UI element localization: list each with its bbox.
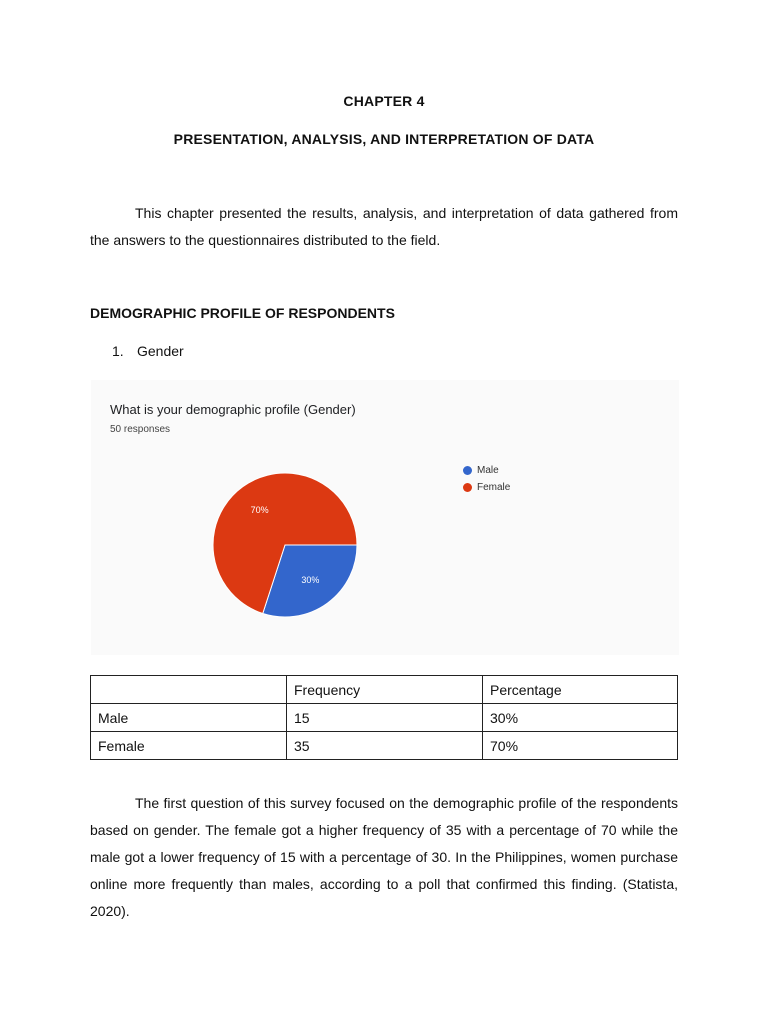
chart-title: What is your demographic profile (Gender) xyxy=(110,402,356,417)
legend-label: Male xyxy=(477,465,499,476)
section-heading: DEMOGRAPHIC PROFILE OF RESPONDENTS xyxy=(90,305,395,321)
chart-legend xyxy=(463,462,510,496)
pie-label-male: 30% xyxy=(301,574,320,585)
pie-label-female: 70% xyxy=(250,505,269,516)
table-header-cell xyxy=(91,676,287,704)
table-header-cell: Frequency xyxy=(287,676,483,704)
list-item-gender xyxy=(112,343,184,359)
table-cell: 30% xyxy=(483,704,678,732)
legend-label: Female xyxy=(477,482,511,493)
chapter-subtitle: PRESENTATION, ANALYSIS, AND INTERPRETATION OF DATA xyxy=(173,131,595,147)
intro-paragraph: This chapter presented the results, analysis, and interpretation of data gathered from the answers to the questionnaires distributed to the field. xyxy=(90,205,678,248)
legend-item-male xyxy=(463,462,510,479)
table-header-cell: Percentage xyxy=(483,676,678,704)
table-header-row xyxy=(91,676,678,704)
table-cell: Female xyxy=(91,732,287,760)
analysis-paragraph: The first question of this survey focused on the demographic profile of the respondents based on gender. The female got a higher frequency of 35 with a percentage of 70 while the male got a lower frequency of 15 with a percentage of 30. In the Philippines, women purchase online more frequently than males, according to a poll that confirmed this finding. (Statista, 2020). xyxy=(90,795,678,919)
table-cell: 35 xyxy=(287,732,483,760)
legend-item-female xyxy=(463,479,510,496)
list-item-number: 1. xyxy=(112,343,124,359)
table-cell: 70% xyxy=(483,732,678,760)
legend-swatch xyxy=(463,483,472,492)
gender-table xyxy=(90,675,678,760)
table-row xyxy=(91,732,678,760)
list-item-label: Gender xyxy=(137,343,184,359)
pie-chart-card xyxy=(91,380,679,655)
chapter-title: CHAPTER 4 xyxy=(343,93,425,109)
table-row xyxy=(91,704,678,732)
legend-swatch xyxy=(463,466,472,475)
table-cell: 15 xyxy=(287,704,483,732)
pie-chart xyxy=(91,380,679,655)
chart-subtitle: 50 responses xyxy=(110,424,171,435)
table-cell: Male xyxy=(91,704,287,732)
